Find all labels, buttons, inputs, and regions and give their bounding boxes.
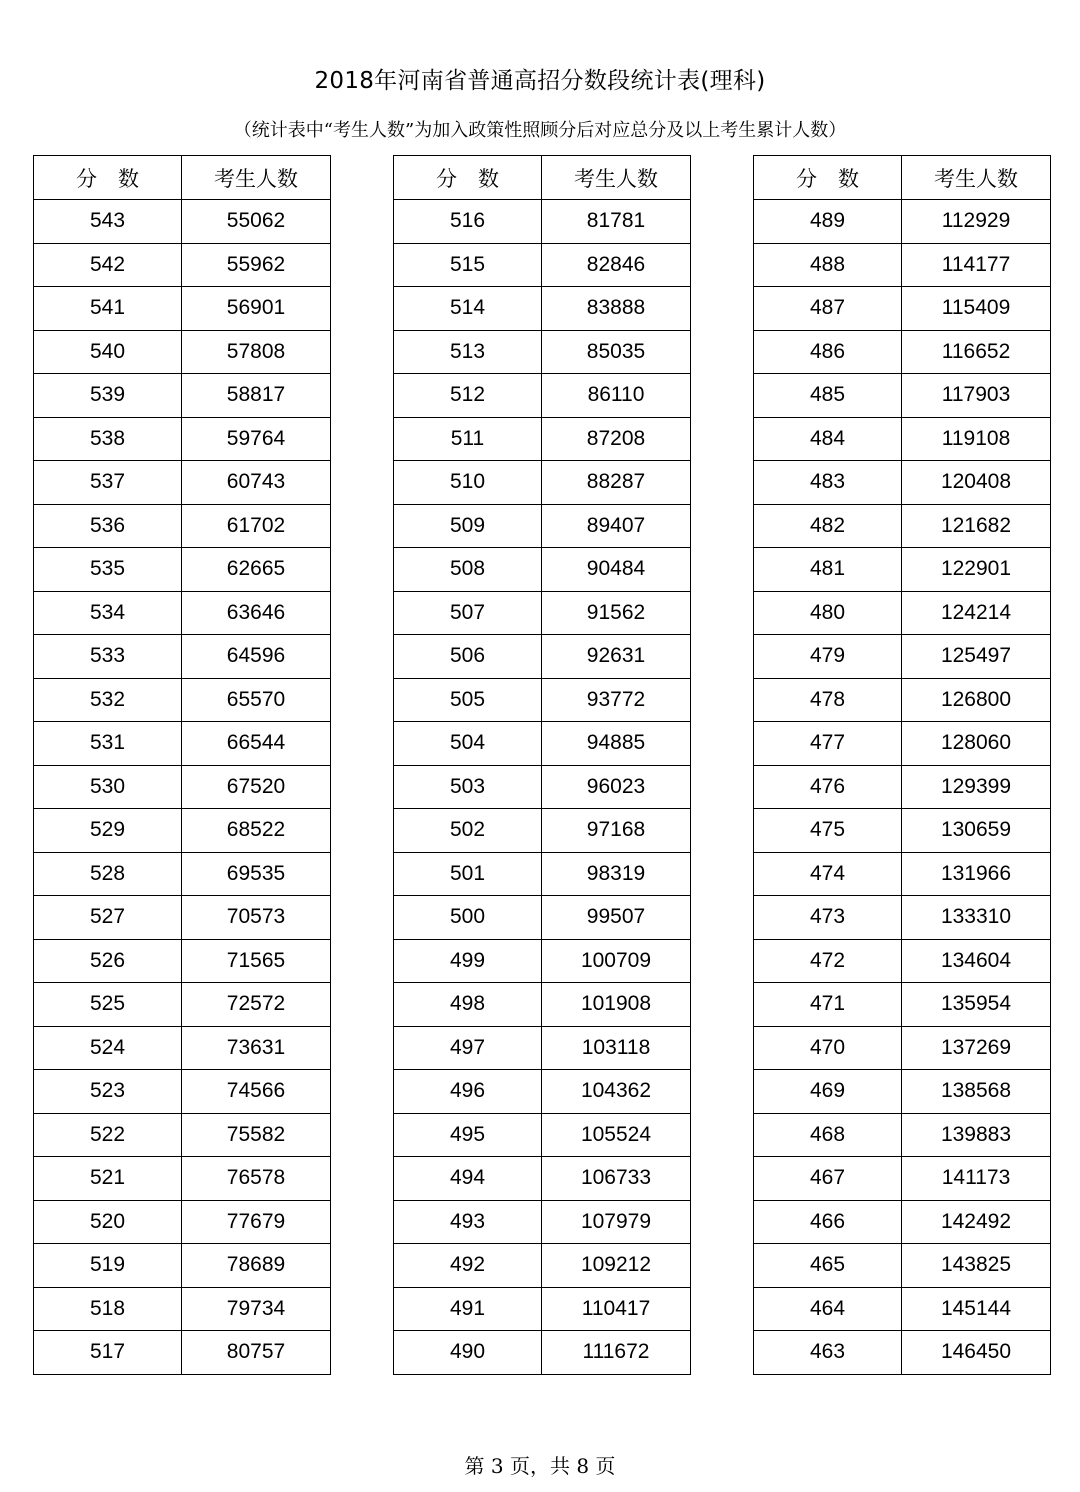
table-row bbox=[394, 243, 691, 287]
score-cell: 492 bbox=[394, 1244, 542, 1288]
score-cell: 520 bbox=[34, 1200, 182, 1244]
count-header: 考生人数 bbox=[182, 156, 331, 200]
score-cell: 496 bbox=[394, 1070, 542, 1114]
count-cell: 57808 bbox=[182, 330, 331, 374]
score-cell: 514 bbox=[394, 287, 542, 331]
score-cell: 478 bbox=[754, 678, 902, 722]
count-cell: 117903 bbox=[902, 374, 1051, 418]
table-row bbox=[394, 1331, 691, 1375]
score-cell: 502 bbox=[394, 809, 542, 853]
count-cell: 62665 bbox=[182, 548, 331, 592]
score-cell: 542 bbox=[34, 243, 182, 287]
score-cell: 495 bbox=[394, 1113, 542, 1157]
table-row bbox=[34, 635, 331, 679]
score-cell: 465 bbox=[754, 1244, 902, 1288]
score-cell: 525 bbox=[34, 983, 182, 1027]
score-cell: 481 bbox=[754, 548, 902, 592]
count-cell: 64596 bbox=[182, 635, 331, 679]
score-header: 分 数 bbox=[34, 156, 182, 200]
score-cell: 509 bbox=[394, 504, 542, 548]
score-cell: 504 bbox=[394, 722, 542, 766]
count-cell: 142492 bbox=[902, 1200, 1051, 1244]
score-cell: 479 bbox=[754, 635, 902, 679]
table-row bbox=[34, 852, 331, 896]
table-row bbox=[34, 1026, 331, 1070]
table-row bbox=[34, 1287, 331, 1331]
count-cell: 135954 bbox=[902, 983, 1051, 1027]
score-cell: 538 bbox=[34, 417, 182, 461]
count-cell: 121682 bbox=[902, 504, 1051, 548]
table-row bbox=[754, 809, 1051, 853]
score-cell: 535 bbox=[34, 548, 182, 592]
table-row bbox=[34, 200, 331, 244]
count-cell: 69535 bbox=[182, 852, 331, 896]
count-cell: 104362 bbox=[542, 1070, 691, 1114]
score-header: 分 数 bbox=[394, 156, 542, 200]
count-cell: 70573 bbox=[182, 896, 331, 940]
table-row bbox=[754, 1070, 1051, 1114]
score-cell: 497 bbox=[394, 1026, 542, 1070]
count-cell: 105524 bbox=[542, 1113, 691, 1157]
score-cell: 473 bbox=[754, 896, 902, 940]
table-row bbox=[754, 1244, 1051, 1288]
score-cell: 519 bbox=[34, 1244, 182, 1288]
table-row bbox=[394, 896, 691, 940]
table-row bbox=[394, 1113, 691, 1157]
count-cell: 87208 bbox=[542, 417, 691, 461]
count-cell: 139883 bbox=[902, 1113, 1051, 1157]
table-row bbox=[34, 896, 331, 940]
count-cell: 90484 bbox=[542, 548, 691, 592]
count-cell: 96023 bbox=[542, 765, 691, 809]
score-cell: 511 bbox=[394, 417, 542, 461]
score-cell: 476 bbox=[754, 765, 902, 809]
score-cell: 463 bbox=[754, 1331, 902, 1375]
score-header: 分 数 bbox=[754, 156, 902, 200]
table-row bbox=[34, 591, 331, 635]
table-row bbox=[754, 504, 1051, 548]
table-row bbox=[754, 1331, 1051, 1375]
table-row bbox=[754, 1157, 1051, 1201]
count-cell: 92631 bbox=[542, 635, 691, 679]
count-cell: 126800 bbox=[902, 678, 1051, 722]
count-cell: 83888 bbox=[542, 287, 691, 331]
table-row bbox=[34, 678, 331, 722]
table-row bbox=[34, 461, 331, 505]
count-cell: 55962 bbox=[182, 243, 331, 287]
table-row bbox=[394, 1287, 691, 1331]
count-cell: 103118 bbox=[542, 1026, 691, 1070]
count-cell: 94885 bbox=[542, 722, 691, 766]
table-row bbox=[34, 1331, 331, 1375]
count-cell: 134604 bbox=[902, 939, 1051, 983]
score-cell: 477 bbox=[754, 722, 902, 766]
score-cell: 526 bbox=[34, 939, 182, 983]
count-cell: 77679 bbox=[182, 1200, 331, 1244]
score-cell: 516 bbox=[394, 200, 542, 244]
score-cell: 474 bbox=[754, 852, 902, 896]
score-cell: 493 bbox=[394, 1200, 542, 1244]
table-row bbox=[394, 1200, 691, 1244]
table-row bbox=[394, 287, 691, 331]
count-cell: 60743 bbox=[182, 461, 331, 505]
table-row bbox=[394, 765, 691, 809]
score-cell: 489 bbox=[754, 200, 902, 244]
table-row bbox=[394, 200, 691, 244]
table-row bbox=[754, 287, 1051, 331]
table-row bbox=[34, 504, 331, 548]
score-cell: 527 bbox=[34, 896, 182, 940]
count-cell: 76578 bbox=[182, 1157, 331, 1201]
table-row bbox=[754, 765, 1051, 809]
score-cell: 530 bbox=[34, 765, 182, 809]
count-cell: 129399 bbox=[902, 765, 1051, 809]
count-cell: 106733 bbox=[542, 1157, 691, 1201]
table-header-row bbox=[394, 156, 691, 200]
score-cell: 480 bbox=[754, 591, 902, 635]
count-cell: 85035 bbox=[542, 330, 691, 374]
count-cell: 63646 bbox=[182, 591, 331, 635]
score-cell: 543 bbox=[34, 200, 182, 244]
table-row bbox=[394, 1026, 691, 1070]
count-cell: 128060 bbox=[902, 722, 1051, 766]
score-cell: 522 bbox=[34, 1113, 182, 1157]
table-row bbox=[34, 374, 331, 418]
count-cell: 93772 bbox=[542, 678, 691, 722]
table-row bbox=[394, 1244, 691, 1288]
count-header: 考生人数 bbox=[902, 156, 1051, 200]
table-row bbox=[34, 1200, 331, 1244]
score-cell: 498 bbox=[394, 983, 542, 1027]
count-cell: 131966 bbox=[902, 852, 1051, 896]
table-row bbox=[34, 548, 331, 592]
score-cell: 513 bbox=[394, 330, 542, 374]
count-cell: 61702 bbox=[182, 504, 331, 548]
count-cell: 81781 bbox=[542, 200, 691, 244]
score-cell: 466 bbox=[754, 1200, 902, 1244]
score-cell: 491 bbox=[394, 1287, 542, 1331]
score-cell: 501 bbox=[394, 852, 542, 896]
count-cell: 107979 bbox=[542, 1200, 691, 1244]
table-row bbox=[394, 939, 691, 983]
score-table-1 bbox=[33, 155, 331, 1375]
score-cell: 483 bbox=[754, 461, 902, 505]
score-cell: 521 bbox=[34, 1157, 182, 1201]
count-cell: 88287 bbox=[542, 461, 691, 505]
score-cell: 537 bbox=[34, 461, 182, 505]
table-row bbox=[34, 983, 331, 1027]
table-row bbox=[394, 591, 691, 635]
score-cell: 534 bbox=[34, 591, 182, 635]
table-row bbox=[754, 852, 1051, 896]
count-cell: 56901 bbox=[182, 287, 331, 331]
score-cell: 505 bbox=[394, 678, 542, 722]
score-cell: 517 bbox=[34, 1331, 182, 1375]
table-row bbox=[754, 1026, 1051, 1070]
table-header-row bbox=[34, 156, 331, 200]
count-cell: 74566 bbox=[182, 1070, 331, 1114]
count-cell: 79734 bbox=[182, 1287, 331, 1331]
count-cell: 145144 bbox=[902, 1287, 1051, 1331]
count-cell: 65570 bbox=[182, 678, 331, 722]
table-row bbox=[34, 330, 331, 374]
score-cell: 524 bbox=[34, 1026, 182, 1070]
table-row bbox=[394, 417, 691, 461]
count-cell: 98319 bbox=[542, 852, 691, 896]
table-row bbox=[34, 287, 331, 331]
score-cell: 464 bbox=[754, 1287, 902, 1331]
count-cell: 115409 bbox=[902, 287, 1051, 331]
table-row bbox=[34, 243, 331, 287]
score-cell: 507 bbox=[394, 591, 542, 635]
count-cell: 111672 bbox=[542, 1331, 691, 1375]
count-cell: 99507 bbox=[542, 896, 691, 940]
table-row bbox=[394, 461, 691, 505]
table-row bbox=[754, 896, 1051, 940]
table-row bbox=[754, 1113, 1051, 1157]
score-cell: 503 bbox=[394, 765, 542, 809]
score-cell: 518 bbox=[34, 1287, 182, 1331]
score-cell: 469 bbox=[754, 1070, 902, 1114]
table-row bbox=[34, 765, 331, 809]
score-cell: 531 bbox=[34, 722, 182, 766]
table-row bbox=[394, 1070, 691, 1114]
table-row bbox=[34, 939, 331, 983]
table-row bbox=[394, 722, 691, 766]
score-cell: 536 bbox=[34, 504, 182, 548]
count-cell: 59764 bbox=[182, 417, 331, 461]
table-row bbox=[394, 504, 691, 548]
page-subtitle: （统计表中“考生人数”为加入政策性照顾分后对应总分及以上考生累计人数） bbox=[233, 120, 847, 141]
score-cell: 539 bbox=[34, 374, 182, 418]
count-cell: 58817 bbox=[182, 374, 331, 418]
score-cell: 532 bbox=[34, 678, 182, 722]
table-row bbox=[754, 591, 1051, 635]
score-cell: 484 bbox=[754, 417, 902, 461]
score-cell: 506 bbox=[394, 635, 542, 679]
score-cell: 523 bbox=[34, 1070, 182, 1114]
count-cell: 122901 bbox=[902, 548, 1051, 592]
table-row bbox=[754, 200, 1051, 244]
table-body bbox=[754, 200, 1051, 1375]
score-cell: 488 bbox=[754, 243, 902, 287]
count-cell: 119108 bbox=[902, 417, 1051, 461]
score-cell: 515 bbox=[394, 243, 542, 287]
table-row bbox=[34, 1113, 331, 1157]
score-cell: 528 bbox=[34, 852, 182, 896]
count-cell: 66544 bbox=[182, 722, 331, 766]
count-cell: 120408 bbox=[902, 461, 1051, 505]
count-cell: 101908 bbox=[542, 983, 691, 1027]
table-row bbox=[754, 461, 1051, 505]
table-row bbox=[394, 1157, 691, 1201]
table-row bbox=[34, 1157, 331, 1201]
score-cell: 533 bbox=[34, 635, 182, 679]
count-cell: 112929 bbox=[902, 200, 1051, 244]
count-cell: 110417 bbox=[542, 1287, 691, 1331]
count-cell: 130659 bbox=[902, 809, 1051, 853]
score-cell: 499 bbox=[394, 939, 542, 983]
score-cell: 471 bbox=[754, 983, 902, 1027]
count-cell: 80757 bbox=[182, 1331, 331, 1375]
count-cell: 124214 bbox=[902, 591, 1051, 635]
count-cell: 100709 bbox=[542, 939, 691, 983]
count-cell: 116652 bbox=[902, 330, 1051, 374]
table-row bbox=[754, 417, 1051, 461]
count-cell: 82846 bbox=[542, 243, 691, 287]
count-cell: 68522 bbox=[182, 809, 331, 853]
score-cell: 485 bbox=[754, 374, 902, 418]
score-cell: 486 bbox=[754, 330, 902, 374]
count-cell: 71565 bbox=[182, 939, 331, 983]
score-cell: 541 bbox=[34, 287, 182, 331]
count-cell: 72572 bbox=[182, 983, 331, 1027]
score-cell: 475 bbox=[754, 809, 902, 853]
score-cell: 490 bbox=[394, 1331, 542, 1375]
table-row bbox=[754, 635, 1051, 679]
table-row bbox=[754, 678, 1051, 722]
count-cell: 146450 bbox=[902, 1331, 1051, 1375]
count-cell: 86110 bbox=[542, 374, 691, 418]
table-row bbox=[394, 635, 691, 679]
score-cell: 487 bbox=[754, 287, 902, 331]
score-cell: 470 bbox=[754, 1026, 902, 1070]
score-cell: 540 bbox=[34, 330, 182, 374]
count-cell: 125497 bbox=[902, 635, 1051, 679]
table-row bbox=[754, 722, 1051, 766]
score-cell: 508 bbox=[394, 548, 542, 592]
count-cell: 143825 bbox=[902, 1244, 1051, 1288]
table-row bbox=[754, 548, 1051, 592]
count-cell: 75582 bbox=[182, 1113, 331, 1157]
count-cell: 138568 bbox=[902, 1070, 1051, 1114]
table-row bbox=[394, 852, 691, 896]
score-cell: 529 bbox=[34, 809, 182, 853]
count-cell: 78689 bbox=[182, 1244, 331, 1288]
table-row bbox=[394, 678, 691, 722]
score-cell: 482 bbox=[754, 504, 902, 548]
count-cell: 137269 bbox=[902, 1026, 1051, 1070]
table-body bbox=[394, 200, 691, 1375]
table-header-row bbox=[754, 156, 1051, 200]
table-row bbox=[754, 243, 1051, 287]
score-table-3 bbox=[753, 155, 1051, 1375]
table-row bbox=[754, 1200, 1051, 1244]
table-row bbox=[394, 809, 691, 853]
table-row bbox=[754, 330, 1051, 374]
table-row bbox=[34, 1070, 331, 1114]
count-cell: 109212 bbox=[542, 1244, 691, 1288]
count-cell: 73631 bbox=[182, 1026, 331, 1070]
table-row bbox=[394, 983, 691, 1027]
count-cell: 89407 bbox=[542, 504, 691, 548]
score-cell: 472 bbox=[754, 939, 902, 983]
count-cell: 141173 bbox=[902, 1157, 1051, 1201]
count-cell: 97168 bbox=[542, 809, 691, 853]
table-row bbox=[394, 548, 691, 592]
table-row bbox=[394, 374, 691, 418]
table-row bbox=[754, 983, 1051, 1027]
table-row bbox=[34, 809, 331, 853]
score-cell: 467 bbox=[754, 1157, 902, 1201]
table-row bbox=[34, 417, 331, 461]
table-row bbox=[754, 374, 1051, 418]
count-header: 考生人数 bbox=[542, 156, 691, 200]
count-cell: 91562 bbox=[542, 591, 691, 635]
table-row bbox=[394, 330, 691, 374]
score-cell: 510 bbox=[394, 461, 542, 505]
count-cell: 55062 bbox=[182, 200, 331, 244]
score-cell: 494 bbox=[394, 1157, 542, 1201]
count-cell: 67520 bbox=[182, 765, 331, 809]
table-row bbox=[34, 722, 331, 766]
score-cell: 468 bbox=[754, 1113, 902, 1157]
score-table-2 bbox=[393, 155, 691, 1375]
table-row bbox=[34, 1244, 331, 1288]
table-row bbox=[754, 939, 1051, 983]
table-body bbox=[34, 200, 331, 1375]
page-title: 2018年河南省普通高招分数段统计表(理科) bbox=[314, 68, 766, 94]
page-footer: 第 3 页，共 8 页 bbox=[464, 1454, 616, 1478]
score-cell: 500 bbox=[394, 896, 542, 940]
count-cell: 133310 bbox=[902, 896, 1051, 940]
count-cell: 114177 bbox=[902, 243, 1051, 287]
score-cell: 512 bbox=[394, 374, 542, 418]
table-row bbox=[754, 1287, 1051, 1331]
